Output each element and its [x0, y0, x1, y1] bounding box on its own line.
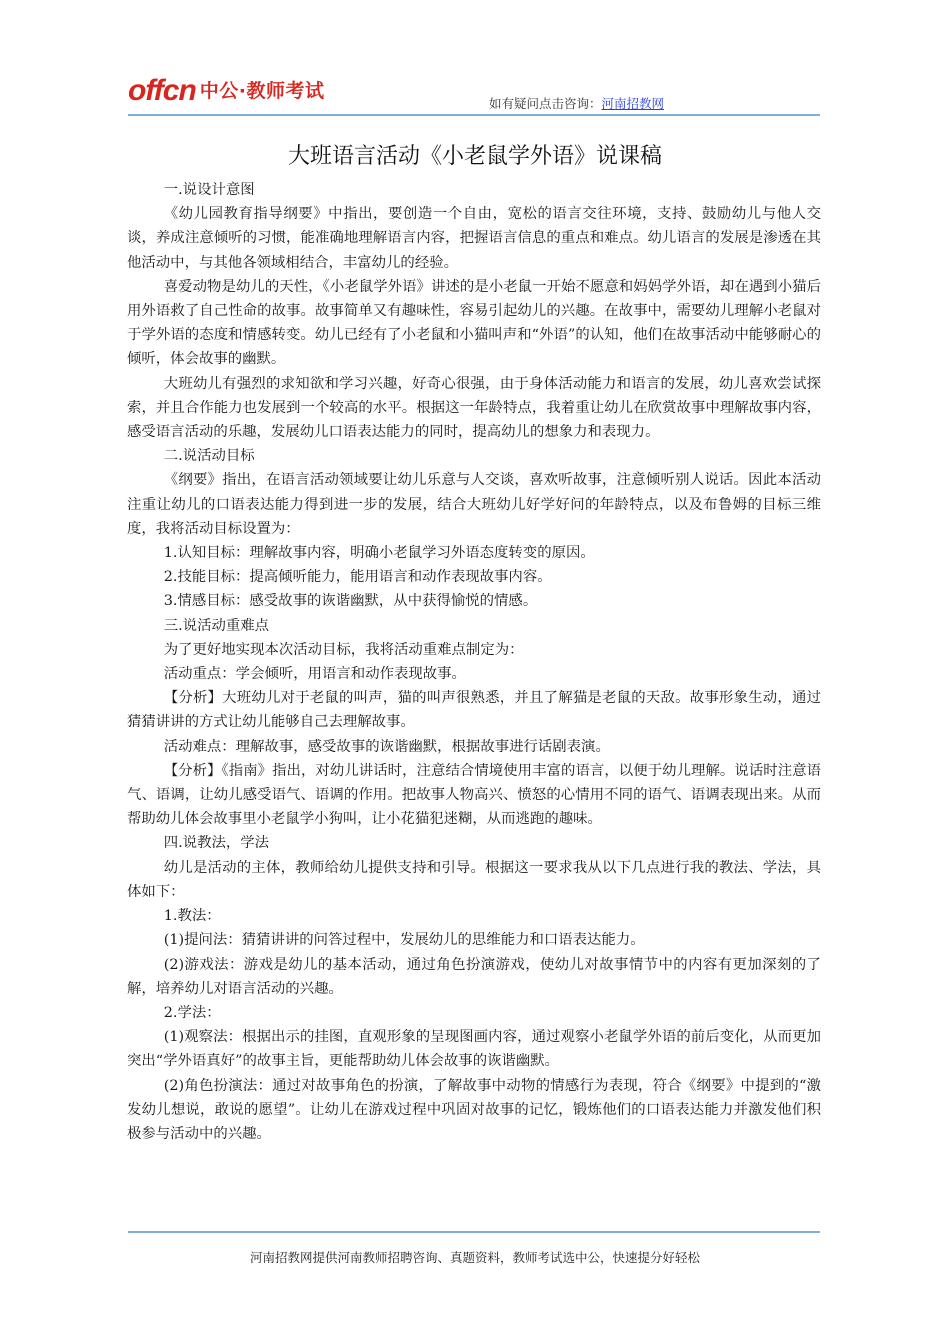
body-paragraph: 喜爱动物是幼儿的天性，《小老鼠学外语》讲述的是小老鼠一开始不愿意和妈妈学外语，却在遇到小猫后用外语救了自己性命的故事。故事简单又有趣味性，容易引起幼儿的兴趣。在故事中，需要幼儿理解小老鼠对于学外语的态度和情感转变。幼儿已经有了小老鼠和小猫叫声和“外语”的认知，他们在故事活动中能够耐心的倾听，体会故事的幽默。 [127, 278, 821, 368]
list-item: (2)游戏法：游戏是幼儿的基本活动，通过角色扮演游戏，使幼儿对故事情节中的内容有更加深刻的了解，培养幼儿对语言活动的兴趣。 [127, 956, 821, 997]
list-item: (1)提问法：猜猜讲讲的问答过程中，发展幼儿的思维能力和口语表达能力。 [163, 932, 645, 949]
list-item: 3.情感目标：感受故事的诙谐幽默，从中获得愉悦的情感。 [163, 593, 538, 610]
body-paragraph: 【分析】《指南》指出，对幼儿讲话时，注意结合情境使用丰富的语言，以便于幼儿理解。说话时注意语气、语调，让幼儿感受语气、语调的作用。把故事人物高兴、愤怒的心情用不同的语气、语调表现出来。从而帮助幼儿体会故事里小老鼠学小狗叫，让小花猫犯迷糊，从而逃跑的趣味。 [127, 762, 821, 828]
footer-text: 河南招教网提供河南教师招聘咨询、真题资料，教师考试选中公，快速提分好轻松 [249, 1250, 700, 1265]
body-paragraph: 《纲要》指出，在语言活动领域要让幼儿乐意与人交谈，喜欢听故事，注意倾听别人说话。因此本活动注重让幼儿的口语表达能力得到进一步的发展，结合大班幼儿好学好问的年龄特点，以及布鲁姆的目标三维度，我将活动目标设置为： [127, 472, 821, 537]
consult-prefix: 如有疑问点击咨询： [488, 96, 602, 111]
logo-offcn-text: offcn [128, 74, 196, 107]
header-divider [128, 114, 820, 116]
list-item: 1.认知目标：理解故事内容，明确小老鼠学习外语态度转变的原因。 [163, 545, 595, 562]
body-paragraph: 活动重点：学会倾听，用语言和动作表现故事。 [163, 666, 466, 683]
logo-brand-text: 中公·教师考试 [199, 79, 325, 102]
consult-line [489, 94, 664, 112]
section-heading: 四.说教法，学法 [163, 835, 270, 852]
list-item: 2.学法： [163, 1004, 221, 1021]
document-title: 大班语言活动《小老鼠学外语》说课稿 [287, 144, 662, 169]
list-item: 1.教法： [163, 908, 221, 925]
section-heading: 二.说活动目标 [163, 448, 255, 465]
offcn-logo[interactable] [128, 74, 325, 108]
section-heading: 一.说设计意图 [163, 182, 255, 198]
body-paragraph: 幼儿是活动的主体，教师给幼儿提供支持和引导。根据这一要求我从以下几点进行我的教法、学法，具体如下： [127, 859, 821, 900]
document-body [127, 178, 821, 1146]
body-paragraph: 为了更好地实现本次活动目标，我将活动重难点制定为： [163, 641, 524, 658]
list-item: (2)角色扮演法：通过对故事角色的扮演，了解故事中动物的情感行为表现，符合《纲要》中提到的“激发幼儿想说，敢说的愿望”。让幼儿在游戏过程中巩固对故事的记忆，锻炼他们的口语表达能力并激发他们积极参与活动中的兴趣。 [127, 1077, 821, 1142]
consult-link[interactable]: 河南招教网 [601, 96, 664, 111]
footer-divider [128, 1231, 820, 1233]
body-paragraph: 活动难点：理解故事，感受故事的诙谐幽默，根据故事进行话剧表演。 [163, 738, 610, 755]
body-paragraph: 《幼儿园教育指导纲要》中指出，要创造一个自由，宽松的语言交往环境，支持、鼓励幼儿与他人交谈，养成注意倾听的习惯，能准确地理解语言内容，把握语言信息的重点和难点。幼儿语言的发展是渗透在其他活动中，与其他各领域相结合，丰富幼儿的经验。 [127, 206, 821, 271]
body-paragraph: 大班幼儿有强烈的求知欲和学习兴趣，好奇心很强，由于身体活动能力和语言的发展，幼儿喜欢尝试探索，并且合作能力也发展到一个较高的水平。根据这一年龄特点，我着重让幼儿在欣赏故事中理解故事内容，感受语言活动的乐趣，发展幼儿口语表达能力的同时，提高幼儿的想象力和表现力。 [127, 375, 821, 441]
section-heading: 三.说活动重难点 [163, 617, 270, 634]
body-paragraph: 【分析】大班幼儿对于老鼠的叫声，猫的叫声很熟悉，并且了解猫是老鼠的天敌。故事形象生动，通过猜猜讲讲的方式让幼儿能够自己去理解故事。 [127, 690, 821, 731]
list-item: (1)观察法：根据出示的挂图，直观形象的呈现图画内容，通过观察小老鼠学外语的前后变化，从而更加突出“学外语真好”的故事主旨，更能帮助幼儿体会故事的诙谐幽默。 [127, 1029, 821, 1070]
list-item: 2.技能目标：提高倾听能力，能用语言和动作表现故事内容。 [163, 569, 552, 586]
